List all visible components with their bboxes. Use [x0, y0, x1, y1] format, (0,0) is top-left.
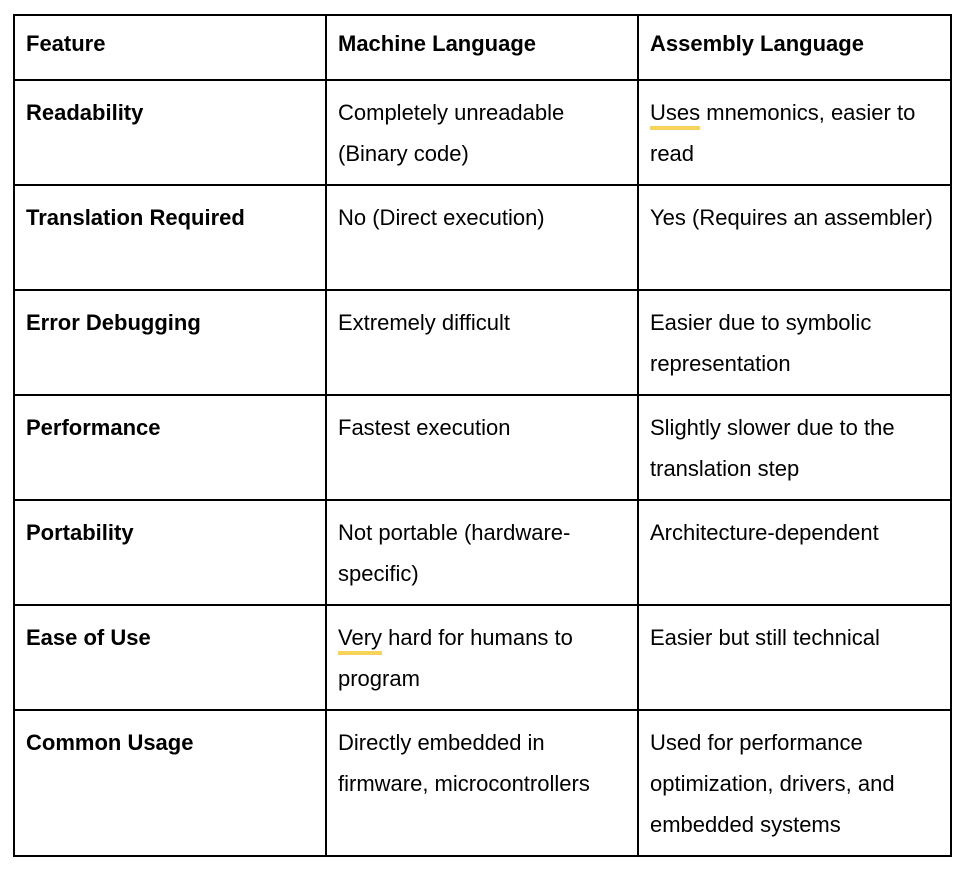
feature-cell: Translation Required [14, 185, 326, 290]
header-machine-language: Machine Language [326, 15, 638, 80]
table-row [14, 710, 951, 856]
assembly-cell [638, 80, 951, 185]
feature-cell: Performance [14, 395, 326, 500]
assembly-cell: Used for performance optimization, drivers, and embedded systems [638, 710, 951, 856]
feature-cell: Portability [14, 500, 326, 605]
machine-cell: Directly embedded in firmware, microcontrollers [326, 710, 638, 856]
cell-text: hard for humans to program [338, 625, 573, 691]
table-header-row [14, 15, 951, 80]
comparison-table [13, 14, 952, 857]
assembly-cell: Slightly slower due to the translation step [638, 395, 951, 500]
assembly-cell: Architecture-dependent [638, 500, 951, 605]
machine-cell [326, 605, 638, 710]
assembly-cell: Easier due to symbolic representation [638, 290, 951, 395]
table-row [14, 500, 951, 605]
feature-cell: Common Usage [14, 710, 326, 856]
feature-cell: Readability [14, 80, 326, 185]
highlighted-word: Uses [650, 100, 701, 125]
machine-cell: No (Direct execution) [326, 185, 638, 290]
machine-cell: Fastest execution [326, 395, 638, 500]
assembly-cell: Yes (Requires an assembler) [638, 185, 951, 290]
feature-cell: Ease of Use [14, 605, 326, 710]
assembly-cell: Easier but still technical [638, 605, 951, 710]
table-row [14, 395, 951, 500]
machine-cell: Not portable (hardware-specific) [326, 500, 638, 605]
cell-text: mnemonics, easier to read [650, 100, 916, 166]
highlighted-word: Very [338, 625, 383, 650]
feature-cell: Error Debugging [14, 290, 326, 395]
table-row [14, 185, 951, 290]
table-row [14, 605, 951, 710]
machine-cell: Completely unreadable (Binary code) [326, 80, 638, 185]
table-row [14, 290, 951, 395]
header-feature: Feature [14, 15, 326, 80]
header-assembly-language: Assembly Language [638, 15, 951, 80]
machine-cell: Extremely difficult [326, 290, 638, 395]
table-row [14, 80, 951, 185]
